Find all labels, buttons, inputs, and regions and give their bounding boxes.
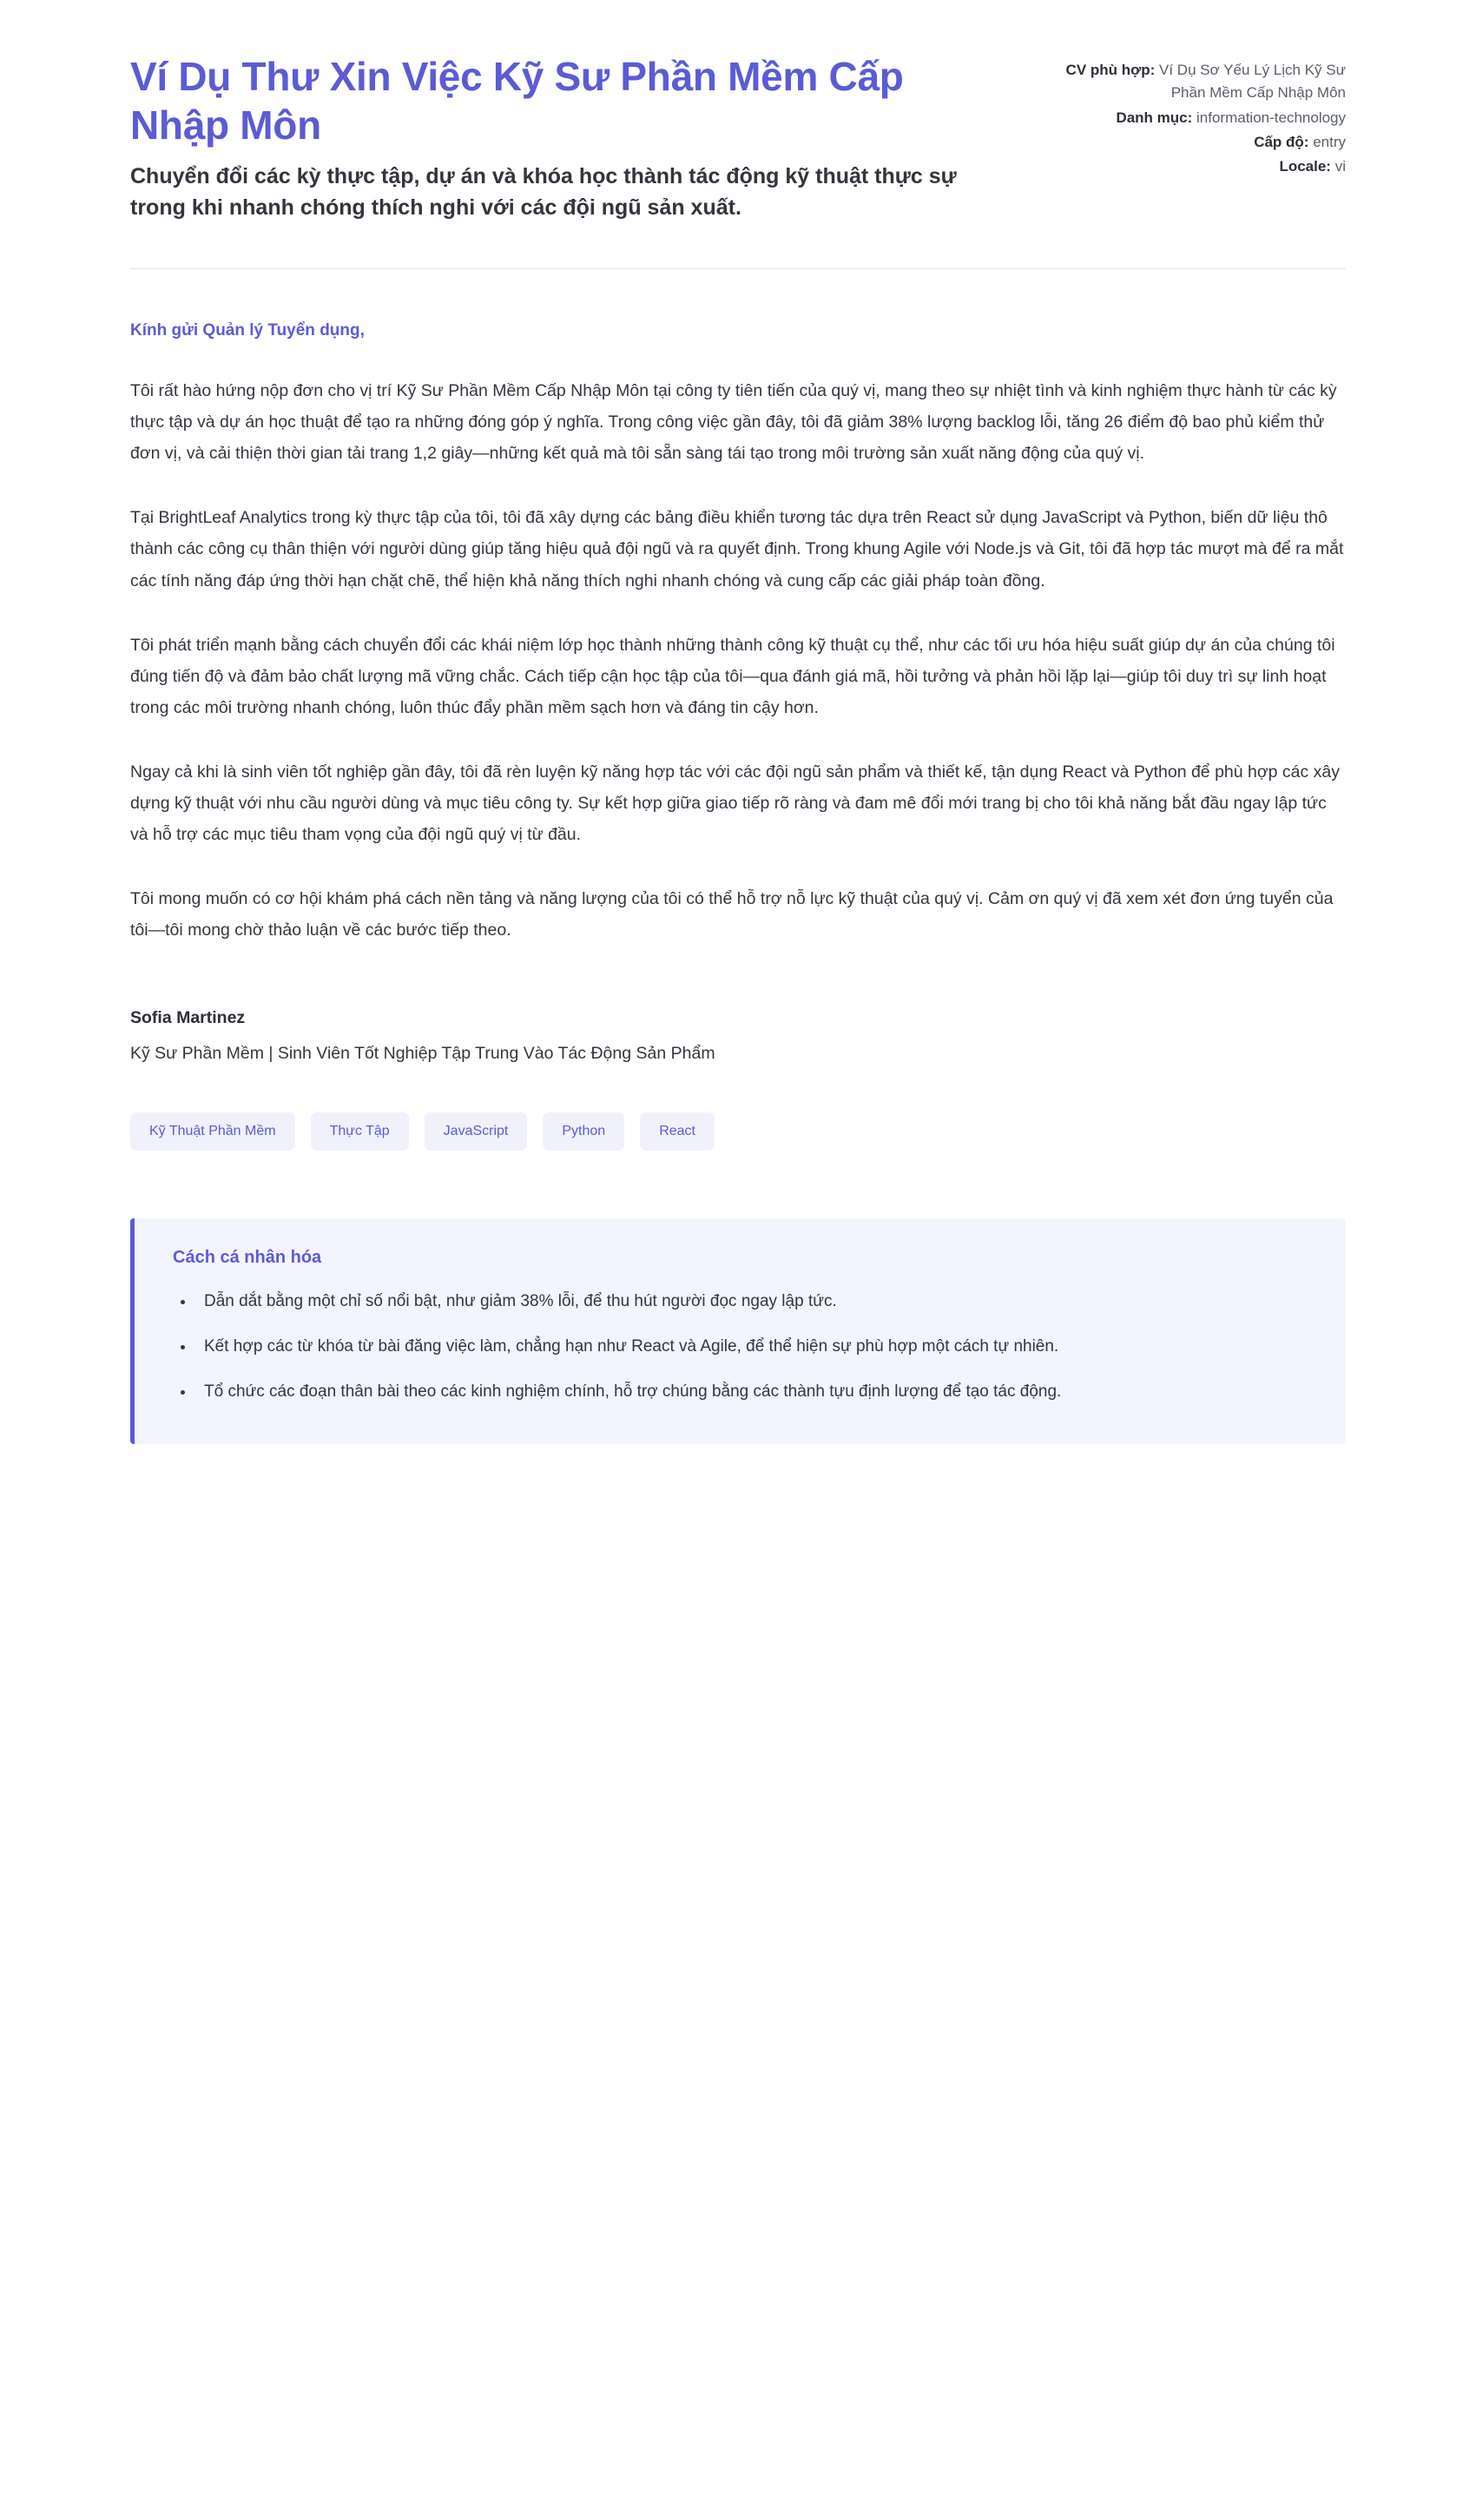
tag-item[interactable]: JavaScript (425, 1112, 528, 1151)
page-title: Ví Dụ Thư Xin Việc Kỹ Sư Phần Mềm Cấp Nhập Môn (130, 54, 904, 148)
letter-body (130, 321, 1346, 1064)
signature-role: Kỹ Sư Phần Mềm | Sinh Viên Tốt Nghiệp Tập Trung Vào Tác Động Sản Phẩm (130, 1044, 715, 1064)
meta-value-locale: vi (1334, 158, 1346, 175)
header-text-block (130, 52, 998, 223)
tag-list (130, 1112, 1346, 1151)
signature-name: Sofia Martinez (130, 1008, 246, 1028)
letter-paragraph: Tôi rất hào hứng nộp đơn cho vị trí Kỹ Sư Phần Mềm Cấp Nhập Môn tại công ty tiên tiến của quý vị, mang theo sự nhiệt tình và kinh nghiệm thực hành từ các kỳ thực tập và dự án học thuật để tạo ra những đóng góp ý nghĩa. Trong công việc gần đây, tôi đã giảm 38% lượng backlog lỗi, tăng 26 điểm độ bao phủ kiểm thử đơn vị, và cải thiện thời gian tải trang 1,2 giây—những kết quả mà tôi sẵn sàng tái tạo trong môi trường sản xuất năng động của quý vị. (130, 381, 1337, 464)
meta-value-category: information-technology (1196, 109, 1346, 126)
callout-list-item: • Kết hợp các từ khóa từ bài đăng việc làm, chẳng hạn như React và Agile, để thể hiện sự phù hợp một cách tự nhiên. (195, 1332, 1308, 1362)
meta-row-cv (1059, 59, 1346, 105)
personalization-callout (130, 1218, 1346, 1444)
tag-item[interactable]: Python (543, 1112, 624, 1151)
meta-label-locale: Locale: (1279, 158, 1331, 175)
page-subtitle: Chuyển đổi các kỳ thực tập, dự án và khóa học thành tác động kỹ thuật thực sự trong khi nhanh chóng thích nghi với các đội ngũ sản xuất. (130, 164, 957, 220)
letter-paragraph: Ngay cả khi là sinh viên tốt nghiệp gần đây, tôi đã rèn luyện kỹ năng hợp tác với các đội ngũ sản phẩm và thiết kế, tận dụng React và Python để phù hợp các xây dựng kỹ thuật với nhu cầu người dùng và mục tiêu công ty. Sự kết hợp giữa giao tiếp rõ ràng và đam mê đổi mới trang bị cho tôi khả năng bắt đầu ngay lập tức và hỗ trợ các mục tiêu tham vọng của đội ngũ quý vị từ đầu. (130, 762, 1341, 844)
callout-list (173, 1287, 1308, 1408)
letter-paragraph: Tôi phát triển mạnh bằng cách chuyển đổi các khái niệm lớp học thành những thành công kỹ thuật cụ thể, như các tối ưu hóa hiệu suất giúp dự án của chúng tôi đúng tiến độ và đảm bảo chất lượng mã vững chắc. Cách tiếp cận học tập của tôi—qua đánh giá mã, hồi tưởng và phản hồi lặp lại—giúp tôi duy trì sự linh hoạt trong các môi trường nhanh chóng, luôn thúc đẩy phần mềm sạch hơn và đáng tin cậy hơn. (130, 635, 1335, 717)
letter-salutation: Kính gửi Quản lý Tuyển dụng, (130, 321, 365, 340)
meta-value-cv: Ví Dụ Sơ Yếu Lý Lịch Kỹ Sư Phần Mềm Cấp Nhập Môn (1159, 62, 1346, 102)
tag-item[interactable]: Kỹ Thuật Phần Mềm (130, 1112, 295, 1151)
meta-row-locale (1059, 155, 1346, 178)
meta-label-category: Danh mục: (1116, 109, 1193, 126)
meta-row-level (1059, 131, 1346, 154)
tag-item[interactable]: Thực Tập (311, 1112, 409, 1151)
meta-label-level: Cấp độ: (1254, 134, 1309, 151)
signature-block (130, 1008, 1346, 1064)
metadata-panel (1059, 52, 1346, 181)
meta-row-category (1059, 107, 1346, 129)
meta-label-cv: CV phù hợp: (1065, 62, 1156, 78)
callout-list-item: • Tổ chức các đoạn thân bài theo các kinh nghiệm chính, hỗ trợ chúng bằng các thành tựu định lượng để tạo tác động. (195, 1377, 1308, 1407)
callout-title: Cách cá nhân hóa (173, 1248, 322, 1268)
document-header (130, 52, 1346, 223)
letter-paragraph: Tại BrightLeaf Analytics trong kỳ thực tập của tôi, tôi đã xây dựng các bảng điều khiển tương tác dựa trên React sử dụng JavaScript và Python, biến dữ liệu thô thành các công cụ thân thiện với người dùng giúp tăng hiệu quả đội ngũ và ra quyết định. Trong khung Agile với Node.js và Git, tôi đã hợp tác mượt mà để ra mắt các tính năng đáp ứng thời hạn chặt chẽ, thể hiện khả năng thích nghi nhanh chóng và cung cấp các giải pháp toàn đồng. (130, 508, 1344, 590)
tag-item[interactable]: React (640, 1112, 715, 1151)
header-divider (130, 268, 1346, 269)
meta-value-level: entry (1313, 134, 1346, 151)
letter-paragraph: Tôi mong muốn có cơ hội khám phá cách nền tảng và năng lượng của tôi có thể hỗ trợ nỗ lực kỹ thuật của quý vị. Cảm ơn quý vị đã xem xét đơn ứng tuyển của tôi—tôi mong chờ thảo luận về các bước tiếp theo. (130, 888, 1334, 940)
callout-list-item: • Dẫn dắt bằng một chỉ số nổi bật, như giảm 38% lỗi, để thu hút người đọc ngay lập tức. (195, 1287, 1308, 1316)
